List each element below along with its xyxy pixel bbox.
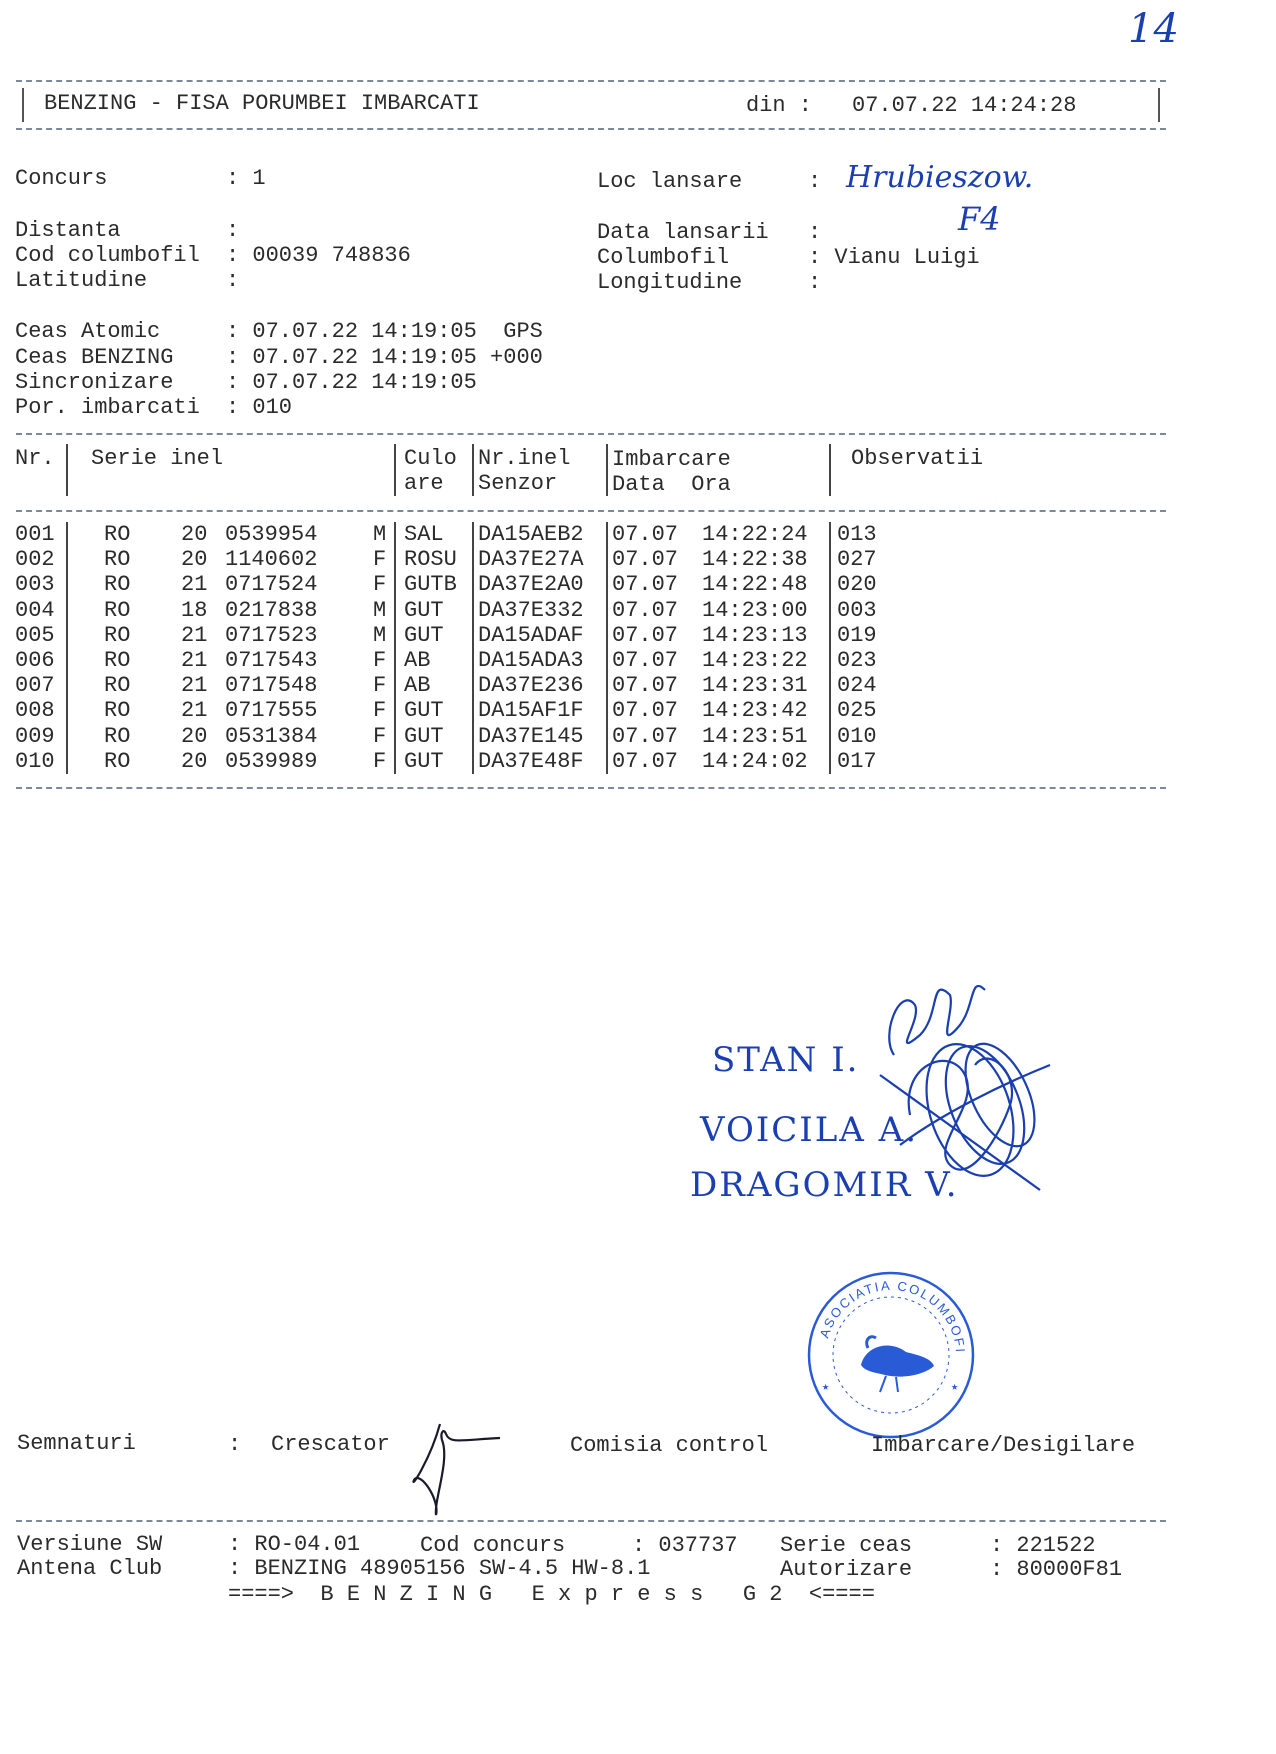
handwritten-name-1: STAN I. xyxy=(712,1040,860,1080)
cell-senzor: DA37E48F xyxy=(478,748,584,774)
header-left-bar xyxy=(22,88,24,122)
col-header-nrinel-2: Senzor xyxy=(478,471,558,496)
columbofil-value: : Vianu Luigi xyxy=(808,245,980,270)
cell-an: 21 xyxy=(181,622,208,648)
ceas-atomic-value: : 07.07.22 14:19:05 GPS xyxy=(226,319,543,344)
header-title: BENZING - FISA PORUMBEI IMBARCATI xyxy=(44,91,480,116)
data-lansarii-label: Data lansarii xyxy=(597,220,769,245)
versiune-label: Versiune SW xyxy=(17,1532,163,1557)
row-divider-4 xyxy=(606,522,608,774)
cell-data: 07.07 xyxy=(612,522,679,547)
cell-nr: 004 xyxy=(15,597,55,623)
cell-senzor: DA15ADAF xyxy=(478,622,584,648)
cell-ora: 14:23:22 xyxy=(702,648,808,673)
cell-sex: M xyxy=(373,622,387,648)
row-divider-1 xyxy=(66,522,68,774)
cell-senzor: DA15ADA3 xyxy=(478,648,584,673)
cell-sex: F xyxy=(373,572,387,598)
cell-obs: 017 xyxy=(837,748,877,774)
cell-tara: RO xyxy=(104,547,131,573)
cell-sex: F xyxy=(373,748,387,774)
cell-cul: ROSU xyxy=(404,547,457,573)
cell-nr: 002 xyxy=(15,547,55,573)
loc-lansare-handwritten: Hrubieszow. xyxy=(846,160,1034,195)
handwritten-name-3: DRAGOMIR V. xyxy=(690,1165,959,1205)
cell-cul: GUT xyxy=(404,622,444,648)
cell-cul: GUT xyxy=(404,723,444,749)
cell-sex: F xyxy=(373,673,387,699)
cell-an: 21 xyxy=(181,648,208,673)
cell-data: 07.07 xyxy=(612,547,679,573)
cell-data: 07.07 xyxy=(612,597,679,623)
cell-an: 20 xyxy=(181,522,208,547)
cell-ora: 14:22:48 xyxy=(702,572,808,598)
cod-concurs-value: : 037737 xyxy=(632,1533,738,1558)
benzing-banner: ====> B E N Z I N G E x p r e s s G 2 <==== xyxy=(228,1582,875,1607)
cell-sex: F xyxy=(373,648,387,673)
svg-text:★: ★ xyxy=(822,1379,830,1393)
table-bottom-rule xyxy=(16,787,1166,789)
col-header-nr: Nr. xyxy=(15,446,55,471)
cell-sex: F xyxy=(373,547,387,573)
header-din-label: din : xyxy=(746,93,813,118)
versiune-value: : RO-04.01 xyxy=(228,1532,361,1557)
loc-lansare-extra-handwritten: F4 xyxy=(958,200,1001,238)
cell-inel: 0539954 xyxy=(225,522,318,547)
autorizare-label: Autorizare xyxy=(780,1557,913,1582)
cell-tara: RO xyxy=(104,572,131,598)
cell-data: 07.07 xyxy=(612,648,679,673)
cell-obs: 025 xyxy=(837,698,877,724)
col-header-culoare-1: Culo xyxy=(404,446,457,471)
col-header-nrinel-1: Nr.inel xyxy=(478,446,571,471)
cell-nr: 008 xyxy=(15,698,55,724)
committee-signature xyxy=(860,965,1060,1195)
footer-top-rule xyxy=(16,1520,1166,1522)
cell-tara: RO xyxy=(104,748,131,774)
latitudine-label: Latitudine xyxy=(15,268,148,293)
crescator-label: Crescator xyxy=(271,1432,390,1457)
serie-ceas-label: Serie ceas xyxy=(780,1533,913,1558)
col-divider-2 xyxy=(394,444,396,496)
col-header-serie: Serie inel xyxy=(91,446,224,471)
concurs-label: Concurs xyxy=(15,166,108,191)
cell-inel: 0217838 xyxy=(225,597,318,623)
serie-ceas-value: : 221522 xyxy=(990,1533,1096,1558)
cell-obs: 020 xyxy=(837,572,877,598)
cell-an: 18 xyxy=(181,597,208,623)
row-divider-3 xyxy=(472,522,474,774)
cod-columbofil-value: : 00039 748836 xyxy=(226,243,411,268)
cell-an: 21 xyxy=(181,673,208,699)
ceas-atomic-label: Ceas Atomic xyxy=(15,319,161,344)
imbarcare-desigilare-label: Imbarcare/Desigilare xyxy=(871,1433,1136,1458)
cell-ora: 14:22:24 xyxy=(702,522,808,547)
cell-senzor: DA37E27A xyxy=(478,547,584,573)
page-number-handwritten: 14 xyxy=(1128,6,1179,52)
cell-senzor: DA37E332 xyxy=(478,597,584,623)
header-din-value: 07.07.22 14:24:28 xyxy=(852,93,1077,118)
col-header-observatii: Observatii xyxy=(851,446,984,471)
columbofil-label: Columbofil xyxy=(597,245,730,270)
distanta-label: Distanta xyxy=(15,218,121,243)
antena-value: : BENZING 48905156 SW-4.5 HW-8.1 xyxy=(228,1556,651,1581)
header-top-rule xyxy=(16,80,1166,82)
cell-ora: 14:23:31 xyxy=(702,673,808,699)
cell-obs: 023 xyxy=(837,648,877,673)
cell-nr: 001 xyxy=(15,522,55,547)
ceas-benzing-label: Ceas BENZING xyxy=(15,345,174,370)
cell-senzor: DA37E145 xyxy=(478,723,584,749)
cell-ora: 14:23:42 xyxy=(702,698,808,724)
latitudine-value: : xyxy=(226,268,240,293)
cell-cul: AB xyxy=(404,648,431,673)
cell-senzor: DA37E2A0 xyxy=(478,572,584,598)
cell-inel: 1140602 xyxy=(225,547,318,573)
cell-cul: GUTB xyxy=(404,572,457,598)
cell-ora: 14:24:02 xyxy=(702,748,808,774)
cell-data: 07.07 xyxy=(612,698,679,724)
cell-data: 07.07 xyxy=(612,748,679,774)
cell-senzor: DA37E236 xyxy=(478,673,584,699)
cell-sex: F xyxy=(373,698,387,724)
distanta-value: : xyxy=(226,218,240,243)
cell-obs: 027 xyxy=(837,547,877,573)
semnaturi-label: Semnaturi xyxy=(17,1431,136,1456)
por-imbarcati-value: : 010 xyxy=(226,395,293,420)
handwritten-name-2: VOICILA A. xyxy=(700,1110,919,1150)
cell-obs: 013 xyxy=(837,522,877,547)
cell-senzor: DA15AF1F xyxy=(478,698,584,724)
cell-sex: M xyxy=(373,597,387,623)
cell-nr: 009 xyxy=(15,723,55,749)
cell-cul: AB xyxy=(404,673,431,699)
cell-sex: M xyxy=(373,522,387,547)
cell-tara: RO xyxy=(104,648,131,673)
cell-senzor: DA15AEB2 xyxy=(478,522,584,547)
crescator-signature xyxy=(400,1420,510,1520)
cell-ora: 14:22:38 xyxy=(702,547,808,573)
cell-inel: 0539989 xyxy=(225,748,318,774)
cell-nr: 005 xyxy=(15,622,55,648)
svg-text:ASOCIATIA COLUMBOFILA: ASOCIATIA COLUMBOFI xyxy=(816,1277,969,1355)
svg-text:★: ★ xyxy=(951,1379,959,1393)
col-divider-4 xyxy=(606,444,608,496)
cell-inel: 0717524 xyxy=(225,572,318,598)
cell-data: 07.07 xyxy=(612,723,679,749)
cell-data: 07.07 xyxy=(612,673,679,699)
cell-inel: 0717523 xyxy=(225,622,318,648)
longitudine-label: Longitudine xyxy=(597,270,743,295)
col-header-culoare-2: are xyxy=(404,471,444,496)
stamp-icon xyxy=(806,1270,976,1440)
table-top-rule xyxy=(16,433,1166,435)
header-bottom-rule xyxy=(16,128,1166,130)
cell-an: 21 xyxy=(181,572,208,598)
cell-tara: RO xyxy=(104,522,131,547)
cell-nr: 010 xyxy=(15,748,55,774)
col-divider-5 xyxy=(829,444,831,496)
data-lansarii-value: : xyxy=(808,220,822,245)
header-right-bar xyxy=(1158,88,1160,122)
cell-tara: RO xyxy=(104,597,131,623)
sincronizare-label: Sincronizare xyxy=(15,370,174,395)
cell-ora: 14:23:00 xyxy=(702,597,808,623)
cell-obs: 024 xyxy=(837,673,877,699)
row-divider-2 xyxy=(394,522,396,774)
cell-data: 07.07 xyxy=(612,572,679,598)
col-header-imbarcare-1: Imbarcare xyxy=(612,447,731,472)
cell-cul: GUT xyxy=(404,748,444,774)
concurs-value: : 1 xyxy=(226,166,266,191)
cell-nr: 007 xyxy=(15,673,55,699)
ceas-benzing-value: : 07.07.22 14:19:05 +000 xyxy=(226,345,543,370)
cell-obs: 019 xyxy=(837,622,877,648)
cell-sex: F xyxy=(373,723,387,749)
cell-an: 21 xyxy=(181,698,208,724)
cell-an: 20 xyxy=(181,723,208,749)
col-divider-3 xyxy=(472,444,474,496)
sincronizare-value: : 07.07.22 14:19:05 xyxy=(226,370,477,395)
col-divider-1 xyxy=(66,444,68,496)
longitudine-value: : xyxy=(808,270,822,295)
cod-concurs-label: Cod concurs xyxy=(420,1533,566,1558)
semnaturi-colon: : xyxy=(228,1432,242,1457)
col-header-imbarcare-2: Data Ora xyxy=(612,472,731,497)
cell-obs: 010 xyxy=(837,723,877,749)
cod-columbofil-label: Cod columbofil xyxy=(15,243,200,268)
cell-an: 20 xyxy=(181,547,208,573)
row-divider-5 xyxy=(829,522,831,774)
autorizare-value: : 80000F81 xyxy=(990,1557,1123,1582)
antena-label: Antena Club xyxy=(17,1556,163,1581)
cell-tara: RO xyxy=(104,622,131,648)
cell-tara: RO xyxy=(104,673,131,699)
cell-inel: 0717555 xyxy=(225,698,318,724)
cell-ora: 14:23:51 xyxy=(702,723,808,749)
table-header-rule xyxy=(16,510,1166,512)
cell-obs: 003 xyxy=(837,597,877,623)
cell-nr: 006 xyxy=(15,648,55,673)
cell-data: 07.07 xyxy=(612,622,679,648)
cell-cul: GUT xyxy=(404,698,444,724)
cell-an: 20 xyxy=(181,748,208,774)
cell-tara: RO xyxy=(104,723,131,749)
cell-cul: SAL xyxy=(404,522,444,547)
cell-inel: 0717548 xyxy=(225,673,318,699)
cell-inel: 0531384 xyxy=(225,723,318,749)
cell-nr: 003 xyxy=(15,572,55,598)
loc-lansare-colon: : xyxy=(808,169,822,194)
loc-lansare-label: Loc lansare xyxy=(597,169,743,194)
comisia-control-label: Comisia control xyxy=(570,1433,769,1458)
por-imbarcati-label: Por. imbarcati xyxy=(15,395,200,420)
cell-tara: RO xyxy=(104,698,131,724)
cell-inel: 0717543 xyxy=(225,648,318,673)
cell-cul: GUT xyxy=(404,597,444,623)
cell-ora: 14:23:13 xyxy=(702,622,808,648)
club-stamp xyxy=(806,1270,976,1440)
